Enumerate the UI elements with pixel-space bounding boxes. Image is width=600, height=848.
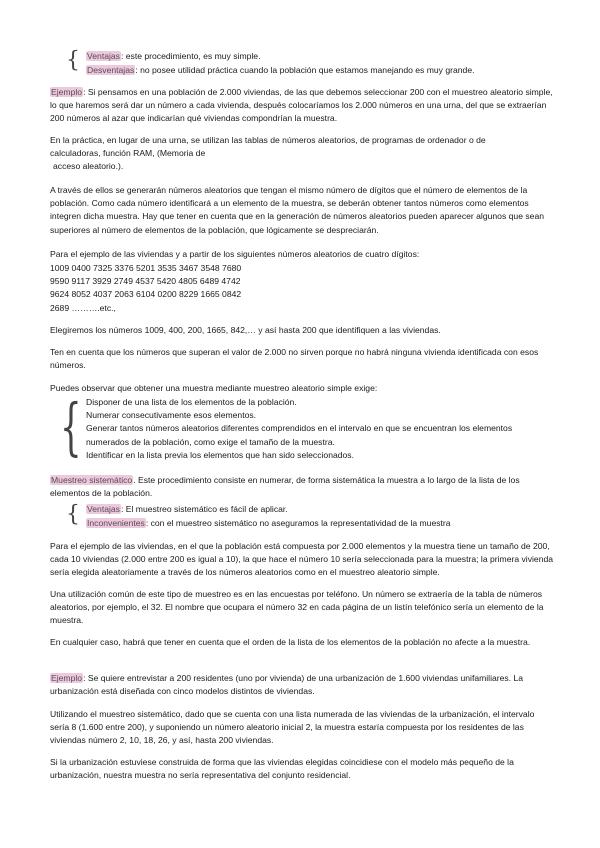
sistematico-text: . Este procedimiento consiste en numerar, de forma sistemática la muestra a lo largo de la lista de los elementos de la población. xyxy=(50,475,520,499)
ventajas-line xyxy=(86,50,556,63)
ejemplo-text: : Si pensamos en una población de 2.000 viviendas, de las que debemos seleccionar 200 con el muestreo aleatorio simple, lo que haremos será dar un número a cada vivienda, después colocaríamos los 2.000 números en una urna, del que se extraerían 200 números al azar que indicarían qué viviendas compondrían la muestra. xyxy=(50,87,553,124)
brace-symbol: { xyxy=(60,390,82,463)
inconvenientes-text: : con el muestreo sistemático no aseguramos la representatividad de la muestra xyxy=(145,518,451,528)
number-row: 9624 8052 4037 2063 6104 0200 8229 1665 0842 xyxy=(50,289,242,300)
practica-paragraph-cont xyxy=(53,160,558,173)
list-item: numerados de la población, como exige el tamaño de la muestra. xyxy=(86,436,335,447)
ejemplo-text: : Se quiere entrevistar a 200 residentes (uno por vivienda) de una urbanización de 1.600 viviendas unifamiliares. La urbanización está diseñada con cinco modelos distintos de viviendas. xyxy=(50,673,524,697)
list-item: Generar tantos números aleatorios diferentes comprendidos en el intervalo en que se encuentran los elementos xyxy=(86,423,513,434)
utilizacion-paragraph: Una utilización común de este tipo de muestreo es en las encuestas por teléfono. Un número se extraería de la tabla de números aleatorios, por ejemplo, el 32. El nombre que ocupara el número 32 en cada página de un listín telefónico sería un elemento de la muestra. xyxy=(50,589,544,626)
para-viviendas-paragraph: Para el ejemplo de las viviendas, en el que la población está compuesta por 2.000 elementos y la muestra tiene un tamaño de 200, cada 10 viviendas (2.000 entre 200 es igual a 10), la que hace el número 10 sería seleccionada para la muestra; la primera vivienda sería elegida aleatoriamente a través de los números aleatorios como en el muestreo aleatorio simple. xyxy=(50,541,554,578)
list-item: Identificar en la lista previa los elementos que han sido seleccionados. xyxy=(86,449,354,460)
si-paragraph: Si la urbanización estuviese construida de forma que las viviendas elegidas coincidiese con el modelo más pequeño de la urbanización, nuestra muestra no sería representativa del conjunto residencial. xyxy=(50,757,514,781)
desventajas-label: Desventajas xyxy=(87,65,135,75)
puedes-paragraph: Puedes observar que obtener una muestra mediante muestreo aleatorio simple exige: xyxy=(50,383,378,393)
brace-symbol: { xyxy=(66,48,80,73)
ventajas-line xyxy=(86,503,556,516)
list-item: Numerar consecutivamente esos elementos. xyxy=(86,410,257,421)
number-row: 9590 9117 3929 2749 4537 5420 4805 6489 4742 xyxy=(50,276,241,287)
ventajas-text: : El muestreo sistemático es fácil de aplicar. xyxy=(120,504,288,514)
tener-paragraph: Ten en cuenta que los números que superan el valor de 2.000 no sirven porque no habrá ninguna vivienda identificada con esos números. xyxy=(50,347,539,371)
random-number-table xyxy=(50,262,555,315)
ventajas-text: : este procedimiento, es muy simple. xyxy=(120,51,261,61)
inconvenientes-line xyxy=(86,517,556,530)
ejemplo-label: Ejemplo xyxy=(51,87,83,97)
practica-paragraph xyxy=(50,134,520,160)
number-row: 2689 ……….etc., xyxy=(50,302,116,313)
ventajas-label: Ventajas xyxy=(87,504,120,514)
sistematico-paragraph xyxy=(50,474,555,500)
list-item: Disponer de una lista de los elementos de la población. xyxy=(86,397,297,407)
desventajas-text: : no posee utilidad práctica cuando la población que estamos manejando es muy grande. xyxy=(135,65,475,75)
ejemplo-paragraph xyxy=(50,86,555,126)
exige-list xyxy=(86,396,556,462)
number-row: 1009 0400 7325 3376 5201 3535 3467 3548 7680 xyxy=(50,263,242,273)
inconvenientes-label: Inconvenientes xyxy=(87,518,145,528)
ejemplo-label: Ejemplo xyxy=(51,673,83,683)
ejemplo-viviendas-intro: Para el ejemplo de las viviendas y a partir de los siguientes números aleatorios de cuatro dígitos: xyxy=(50,249,420,259)
ventajas-label: Ventajas xyxy=(87,51,120,61)
ejemplo2-paragraph xyxy=(50,672,555,698)
sistematico-label: Muestreo sistemático xyxy=(51,475,133,485)
utilizando-paragraph: Utilizando el muestreo sistemático, dado que se cuenta con una lista numerada de las viviendas de la urbanización, el intervalo sería 8 (1.600 entre 200), y suponiendo un número aleatorio inicial 2, la muestra estaría compuesta por los residentes de las viviendas número 2, 10, 18, 26, y así, hasta 200 viviendas. xyxy=(50,709,535,746)
elegiremos-paragraph: Elegiremos los números 1009, 400, 200, 1665, 842,… y así hasta 200 que identifiquen a las viviendas. xyxy=(50,325,441,335)
cualquier-paragraph: En cualquier caso, habrá que tener en cuenta que el orden de la lista de los elementos de la población no afecte a la muestra. xyxy=(50,637,531,647)
traves-paragraph: A través de ellos se generarán números aleatorios que tengan el mismo número de dígitos que el número de elementos de la población. Como cada número identificará a un elemento de la muestra, se deberán obtener tantos números como elementos integren dicha muestra. Hay que tener en cuenta que en la generación de números aleatorios pueden aparecer algunos que sean superiores al número de elementos de la población, que lógicamente se despreciarán. xyxy=(50,185,545,235)
practica-text: En la práctica, en lugar de una urna, se utilizan las tablas de números aleatorios, de programas de ordenador o de calculadoras, función RAM, (Memoria de xyxy=(50,135,486,159)
desventajas-line xyxy=(86,64,556,77)
practica-text-cont: acceso aleatorio.). xyxy=(53,161,124,171)
brace-symbol: { xyxy=(66,502,80,527)
